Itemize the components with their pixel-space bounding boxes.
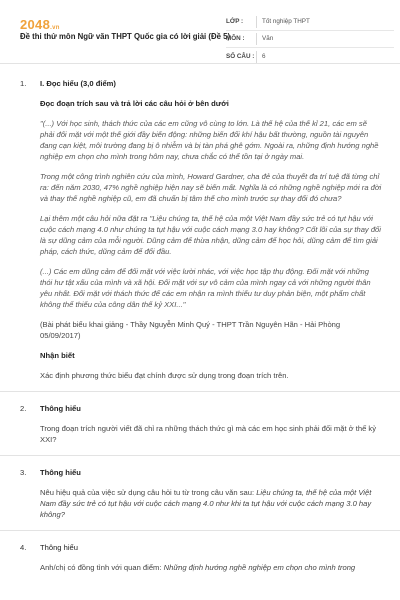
question-prefix: Nêu hiệu quả của việc sử dụng câu hỏi tu từ trong câu văn sau: [40, 488, 257, 497]
question-2 [0, 403, 400, 445]
meta-key-class: LỚP : [226, 18, 244, 26]
page-header [0, 0, 400, 64]
exam-title: Đề thi thử môn Ngữ văn THPT Quốc gia có lời giải (Đề 5) [20, 32, 231, 41]
passage-paragraph-4: (...) Các em dũng cảm để đối mặt với việc lười nhác, với việc học tập thụ động. Đối mặt với những thói hư tật xấu của mình và xã hội. Đối mặt với sự vô cảm của mình ngay cả với những người thân yêu nhất. Đối mặt với thách thức để các em nhận ra mình thiếu tư duy phản biện, một phẩm chất không thể thiếu của công dân thế kỷ XXI..." [40, 267, 371, 309]
meta-value-class: Tốt nghiệp THPT [262, 18, 310, 26]
question-number: 1. [20, 79, 27, 88]
meta-row-count [226, 48, 394, 65]
question-level: Thông hiểu [40, 543, 78, 552]
question-divider [0, 530, 400, 531]
meta-key-subject: MÔN : [226, 35, 245, 43]
passage-source: (Bài phát biểu khai giảng - Thầy Nguyễn Minh Quý - THPT Trần Nguyên Hãn - Hải Phòng 05/09/2017) [40, 320, 341, 340]
question-level: Thông hiểu [40, 404, 81, 413]
meta-divider [256, 33, 257, 45]
meta-value-subject: Văn [262, 35, 274, 43]
question-3 [0, 467, 400, 520]
question-text [40, 562, 382, 573]
question-divider [0, 391, 400, 392]
section-heading: I. Đọc hiểu (3,0 điểm) [40, 79, 116, 88]
meta-divider [256, 51, 257, 63]
meta-value-count: 6 [262, 52, 266, 60]
passage-paragraph-2: Trong một công trình nghiên cứu của mình, Howard Gardner, cha đẻ của thuyết đa trí tuệ đã từng chỉ ra: đến năm 2030, 47% nghề nghiệp hiện nay sẽ biến mất. Nghĩa là có những nghề nghiệp mới ra đời và thay thế nghề nghiệp cũ, em đã chuẩn bị tâm thế cho mình trước sự thay đổi đó chưa? [40, 172, 382, 203]
question-number: 2. [20, 404, 27, 413]
meta-row-class [226, 14, 394, 31]
passage-paragraph-1: "(...) Với học sinh, thách thức của các em cũng vô cùng to lớn. Là thế hệ của thế kỉ 21, các em sẽ phải đối mặt với một thế giới đầy biến động: những biến đổi khí hậu bất thường, nguồn tài nguyên đang cạn kiệt, môi trường đang bị ô nhiễm và bị tàn phá ghê gớm. Ngoài ra, những định hướng nghề nghiệp em chọn cho mình trong hôm nay, chưa chắc có thể tồn tại ở ngày mai. [40, 119, 379, 161]
passage-paragraph-3: Lại thêm một câu hỏi nữa đặt ra "Liệu chúng ta, thế hệ của một Việt Nam đầy sức trẻ có tụt hậu với cuộc cách mạng 4.0 như chúng ta tụt hậu với cuộc cách mạng 3.0 hay không? Cốt lõi của sự thay đổi là sự dũng cảm của mỗi người. Dũng cảm để thừa nhận, dũng cảm để học hỏi, dũng cảm để tìm giải pháp, cách thức, dũng cảm để đổi đầu. [40, 214, 381, 256]
question-list [0, 64, 400, 573]
question-text: Xác định phương thức biểu đạt chính được sử dụng trong đoạn trích trên. [40, 371, 289, 380]
question-number: 3. [20, 468, 27, 477]
meta-divider [256, 16, 257, 28]
exam-meta [226, 14, 394, 65]
reading-instruction: Đọc đoạn trích sau và trả lời các câu hỏi ở bên dưới [40, 99, 229, 108]
question-text [40, 487, 382, 520]
question-divider [0, 455, 400, 456]
question-prefix: Anh/chị có đồng tình với quan điểm: [40, 563, 164, 572]
question-level: Thông hiểu [40, 468, 81, 477]
question-level: Nhận biết [40, 351, 75, 360]
question-text: Trong đoạn trích người viết đã chỉ ra những thách thức gì mà các em học sinh phải đối mặt ở thế kỷ XXI? [40, 424, 377, 444]
meta-key-count: SỐ CÂU : [226, 52, 255, 60]
logo-text: 2048 [20, 17, 51, 32]
meta-row-subject [226, 31, 394, 48]
question-1 [0, 78, 400, 381]
question-quote: Liệu chúng ta, thế hệ của một Việt Nam đầy sức trẻ có tụt hậu với cuộc cách mạng 4.0 như khi ta tụt hậu với cuộc cách mạng 3.0 hay không? [40, 488, 372, 519]
question-4 [0, 542, 400, 573]
logo-suffix: .vn [50, 25, 60, 31]
question-number: 4. [20, 543, 27, 552]
question-quote: Những định hướng nghề nghiệp em chọn cho mình trong [163, 563, 356, 572]
